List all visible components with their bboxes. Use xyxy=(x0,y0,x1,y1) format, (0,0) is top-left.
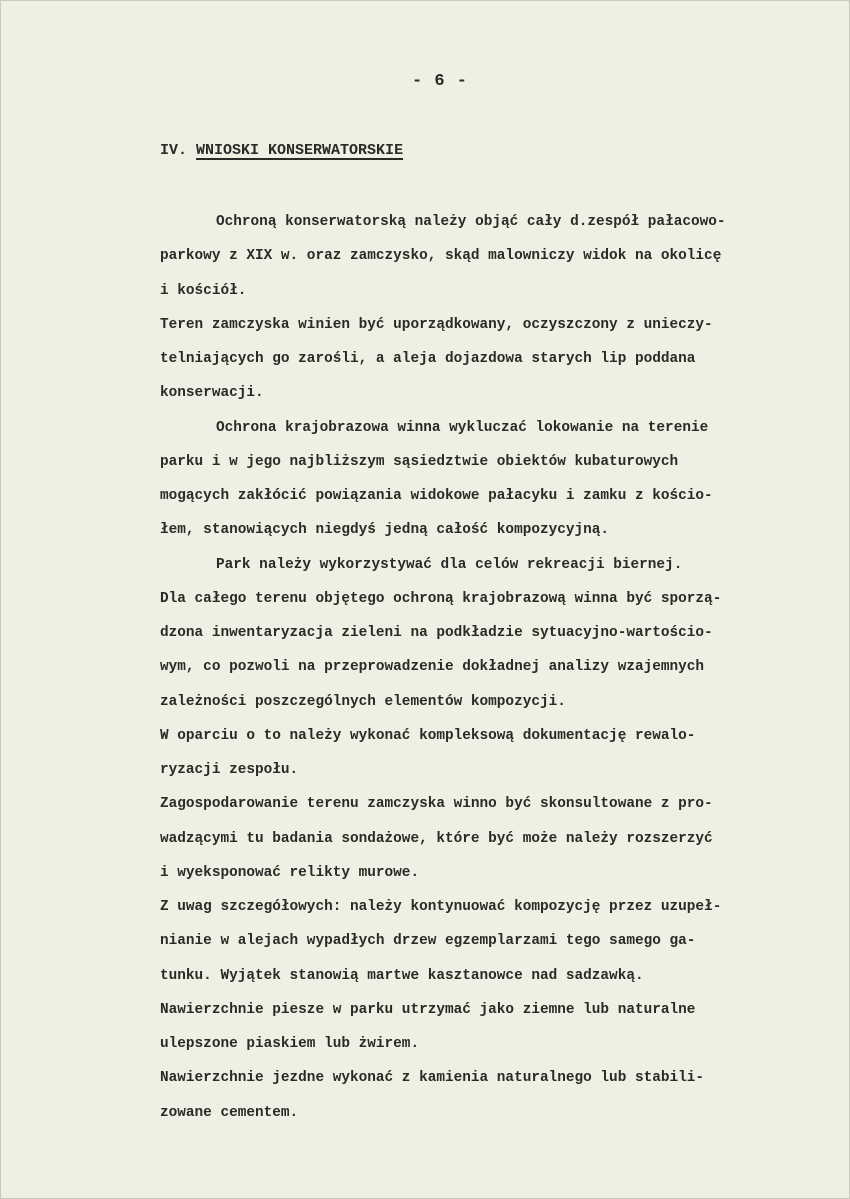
text-line: Teren zamczyska winien być uporządkowany, oczyszczony z unieczy- xyxy=(160,316,713,333)
text-line: Ochrona krajobrazowa winna wykluczać lokowanie na terenie xyxy=(216,419,709,436)
text-line: Nawierzchnie piesze w parku utrzymać jako ziemne lub naturalne xyxy=(160,1001,696,1018)
text-line: zowane cementem. xyxy=(160,1104,299,1121)
text-line: wym, co pozwoli na przeprowadzenie dokładnej analizy wzajemnych xyxy=(160,659,705,676)
text-line: W oparciu o to należy wykonać kompleksową dokumentację rewalo- xyxy=(160,727,696,744)
text-line: Dla całego terenu objętego ochroną krajobrazową winna być sporzą- xyxy=(160,590,722,607)
text-line: telniających go zarośli, a aleja dojazdowa starych lip poddana xyxy=(160,351,696,367)
text-line: parku i w jego najbliższym sąsiedztwie obiektów kubaturowych xyxy=(160,453,679,470)
text-line: nianie w alejach wypadłych drzew egzemplarzami tego samego ga- xyxy=(160,933,696,950)
section-heading xyxy=(160,142,403,159)
text-line: mogących zakłócić powiązania widokowe pałacyku i zamku z kościo- xyxy=(160,488,713,504)
text-line: ryzacji zespołu. xyxy=(160,762,299,778)
text-line: Z uwag szczegółowych: należy kontynuować kompozycję przez uzupeł- xyxy=(160,899,722,915)
text-line: Zagospodarowanie terenu zamczyska winno być skonsultowane z pro- xyxy=(160,796,713,813)
text-line: parkowy z XIX w. oraz zamczysko, skąd malowniczy widok na okolicę xyxy=(160,248,722,265)
text-line: zależności poszczególnych elementów kompozycji. xyxy=(160,693,566,710)
text-line: konserwacji. xyxy=(160,385,264,402)
text-line: Ochroną konserwatorską należy objąć cały d.zespół pałacowo- xyxy=(216,214,726,230)
text-line: łem, stanowiących niegdyś jedną całość kompozycyjną. xyxy=(160,522,610,539)
text-line: i wyeksponować relikty murowe. xyxy=(160,864,420,881)
section-title: WNIOSKI KONSERWATORSKIE xyxy=(196,142,404,159)
text-line: i kościół. xyxy=(160,282,247,299)
section-numeral: IV. xyxy=(160,142,188,159)
text-line: Nawierzchnie jezdne wykonać z kamienia naturalnego lub stabili- xyxy=(160,1070,705,1087)
text-line: tunku. Wyjątek stanowią martwe kasztanowce nad sadzawką. xyxy=(160,967,644,984)
text-line: ulepszone piaskiem lub żwirem. xyxy=(160,1036,420,1052)
text-line: Park należy wykorzystywać dla celów rekreacji biernej. xyxy=(216,556,683,573)
text-line: dzona inwentaryzacja zieleni na podkładzie sytuacyjno-wartościo- xyxy=(160,625,713,641)
body-text xyxy=(160,205,845,1130)
page-number: - 6 - xyxy=(411,72,468,91)
text-line: wadzącymi tu badania sondażowe, które być może należy rozszerzyć xyxy=(160,830,713,847)
